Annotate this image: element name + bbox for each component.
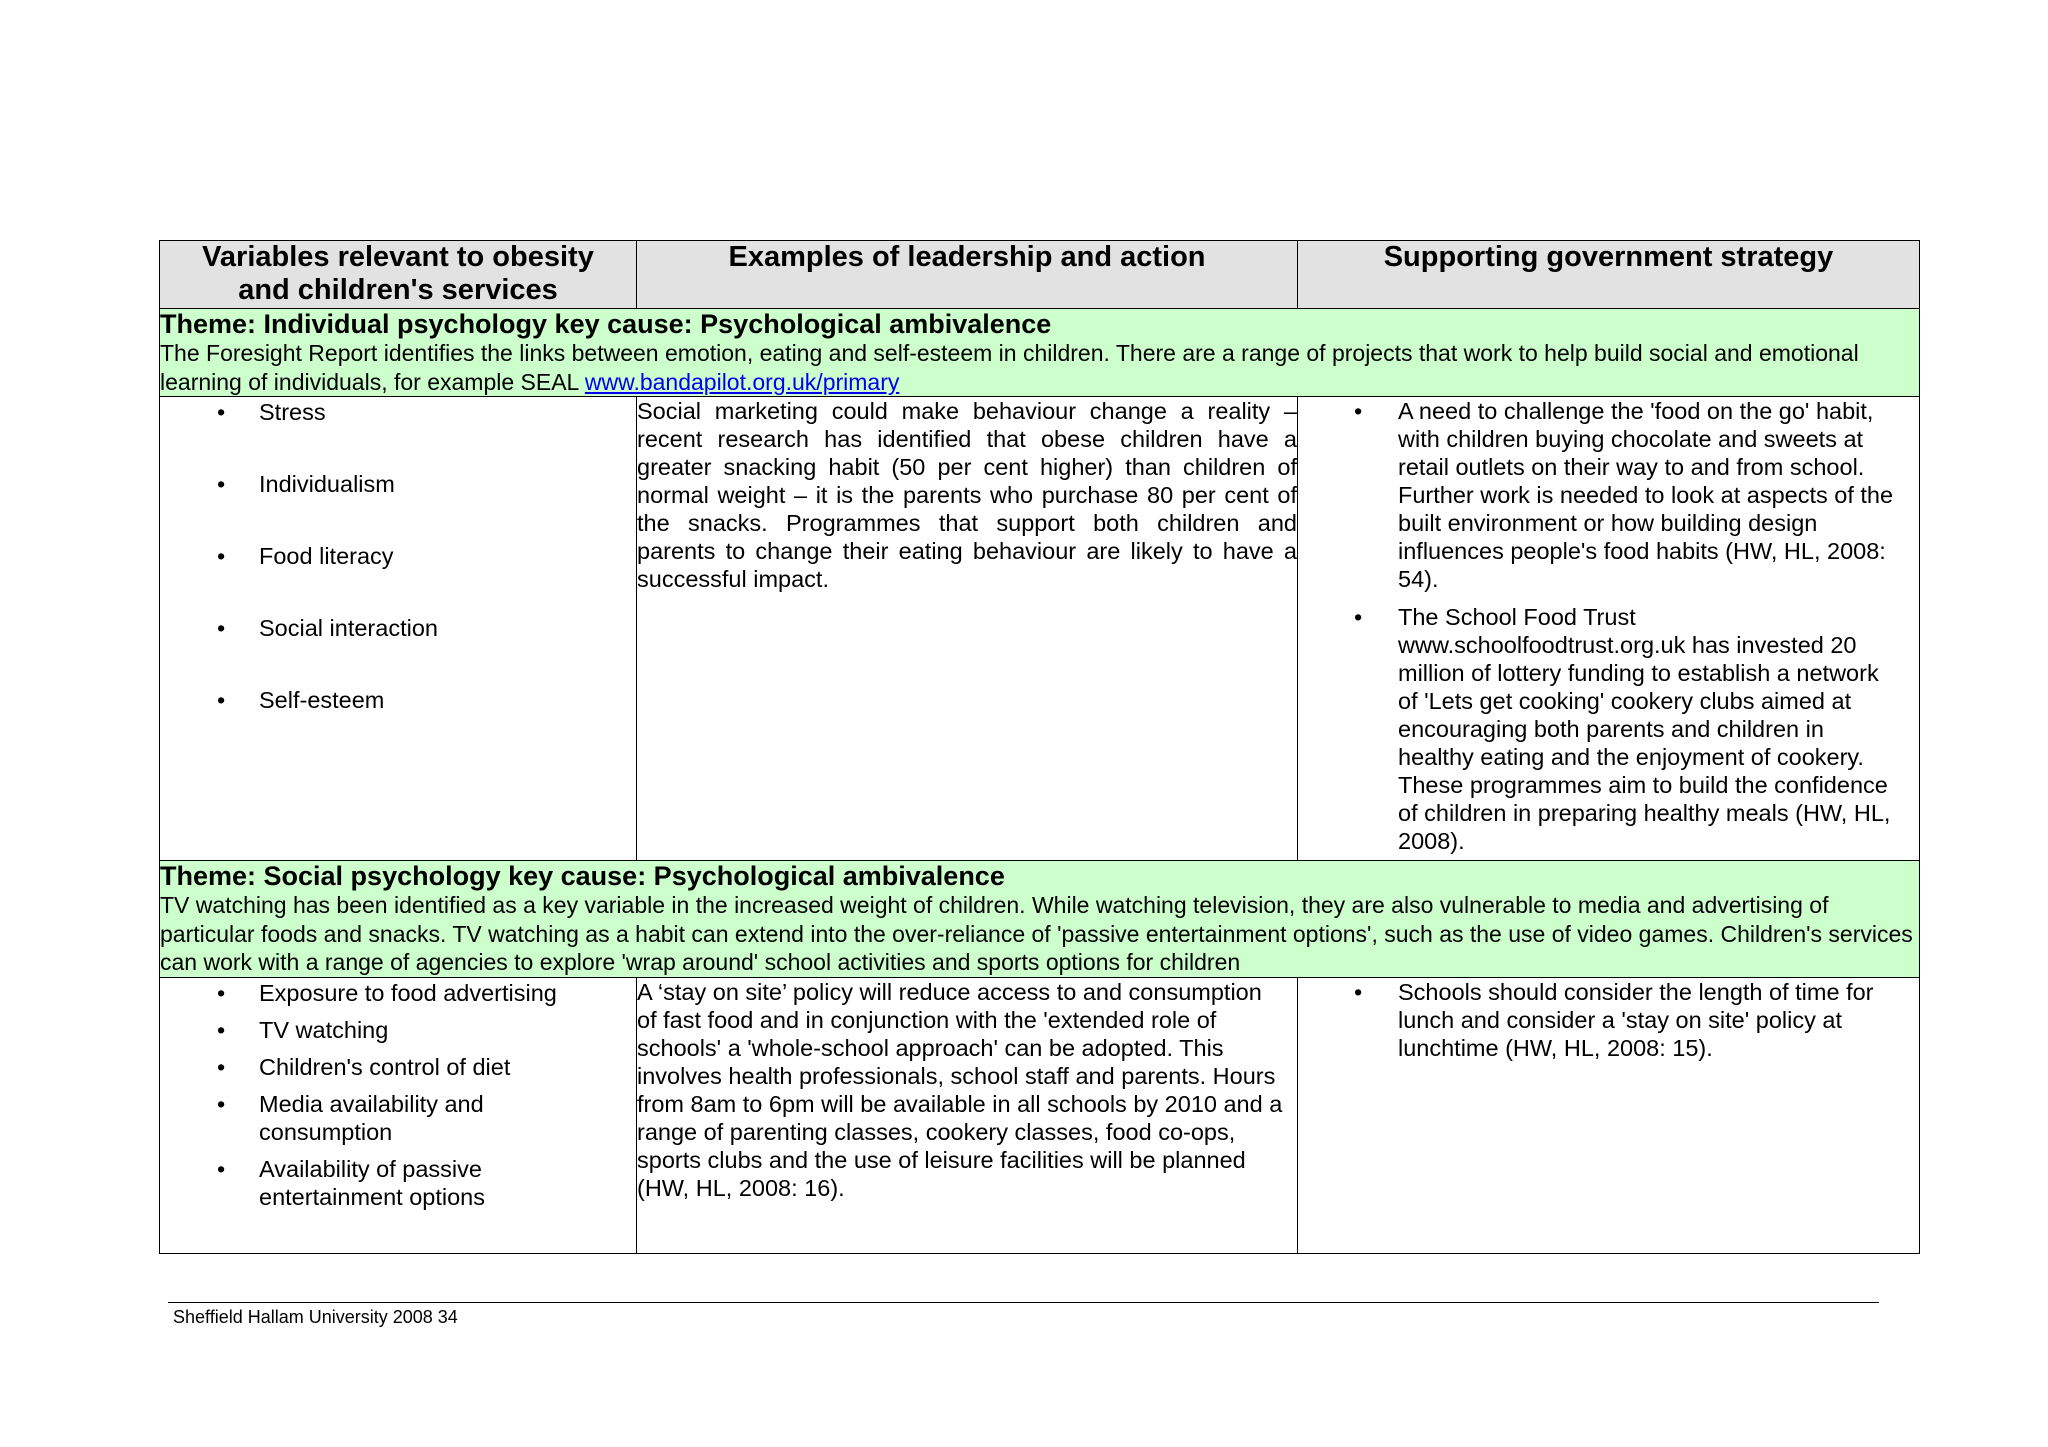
strategy-item: • The School Food Trust www.schoolfoodtrust.org.uk has invested 20 million of lottery funding to establish a network of 'Lets get cooking' cookery clubs aimed at encouraging both parents and children in healthy eating and the enjoyment of cookery. These programmes aim to build the confidence of children in preparing healthy meals (HW, HL, 2008). [1298, 603, 1919, 855]
variable-item: • Self-esteem [160, 686, 636, 714]
variables-list [160, 978, 636, 1211]
header-variables: Variables relevant to obesity and children's services [160, 241, 637, 309]
footer-divider [168, 1302, 1879, 1303]
strategy-list [1298, 978, 1919, 1062]
variable-item: • TV watching [160, 1016, 636, 1044]
variable-item: • Availability of passive entertainment options [160, 1155, 636, 1211]
variable-item: • Food literacy [160, 542, 636, 570]
example-cell [637, 977, 1298, 1253]
theme-row-social [160, 861, 1920, 978]
example-text: Social marketing could make behaviour change a reality – recent research has identified that obese children have a greater snacking habit (50 per cent higher) than children of normal weight – it is the parents who purchase 80 per cent of the snacks. Programmes that support both children and parents to change their eating behaviour are likely to have a successful impact. [637, 398, 1297, 592]
page-footer: Sheffield Hallam University 2008 34 [173, 1307, 458, 1327]
seal-link[interactable]: www.bandapilot.org.uk/primary [584, 368, 900, 395]
header-strategy: Supporting government strategy [1298, 241, 1920, 309]
variable-item: • Individualism [160, 470, 636, 498]
theme-title: Theme: Social psychology key cause: Psychological ambivalence [160, 861, 1005, 891]
strategy-item: • Schools should consider the length of time for lunch and consider a 'stay on site' policy at lunchtime (HW, HL, 2008: 15). [1298, 978, 1919, 1062]
content-row-individual [160, 397, 1920, 861]
theme-description: TV watching has been identified as a key variable in the increased weight of children. While watching television, they are also vulnerable to media and advertising of particular foods and snacks. TV watching as a habit can extend into the over-reliance of 'passive entertainment options', such as the use of video games. Children's services can work with a range of agencies to explore 'wrap around' school activities and sports options for children [160, 892, 1913, 975]
theme-description [160, 339, 1919, 396]
variables-cell [160, 977, 637, 1253]
variables-cell [160, 397, 637, 861]
example-text: A ‘stay on site’ policy will reduce access to and consumption of fast food and in conjunction with the 'extended role of schools' a 'whole-school approach' can be adopted. This involves health professionals, school staff and parents. Hours from 8am to 6pm will be available in all schools by 2010 and a range of parenting classes, cookery classes, food co-ops, sports clubs and the use of leisure facilities will be planned (HW, HL, 2008: 16). [637, 978, 1283, 1201]
strategy-cell [1298, 397, 1920, 861]
variable-item: • Stress [160, 398, 636, 426]
obesity-strategy-table [159, 240, 1920, 1254]
variable-item: • Exposure to food advertising [160, 979, 636, 1007]
theme-cell [160, 309, 1920, 397]
variable-item: • Media availability and consumption [160, 1090, 636, 1146]
theme-title: Theme: Individual psychology key cause: Psychological ambivalence [160, 309, 1052, 339]
content-row-social [160, 977, 1920, 1253]
theme-text: The Foresight Report identifies the links between emotion, eating and self-esteem in children. There are a range of projects that work to help build social and emotional learning of individuals, for example SEAL [160, 340, 1859, 395]
header-row [160, 241, 1920, 309]
theme-cell [160, 861, 1920, 978]
variable-item: • Social interaction [160, 614, 636, 642]
variables-list [160, 397, 636, 714]
strategy-cell [1298, 977, 1920, 1253]
strategy-list [1298, 397, 1919, 855]
theme-row-individual [160, 309, 1920, 397]
strategy-item: • A need to challenge the 'food on the go' habit, with children buying chocolate and sweets at retail outlets on their way to and from school. Further work is needed to look at aspects of the built environment or how building design influences people's food habits (HW, HL, 2008: 54). [1298, 397, 1919, 593]
example-cell [637, 397, 1298, 861]
header-examples: Examples of leadership and action [637, 241, 1298, 309]
variable-item: • Children's control of diet [160, 1053, 636, 1081]
